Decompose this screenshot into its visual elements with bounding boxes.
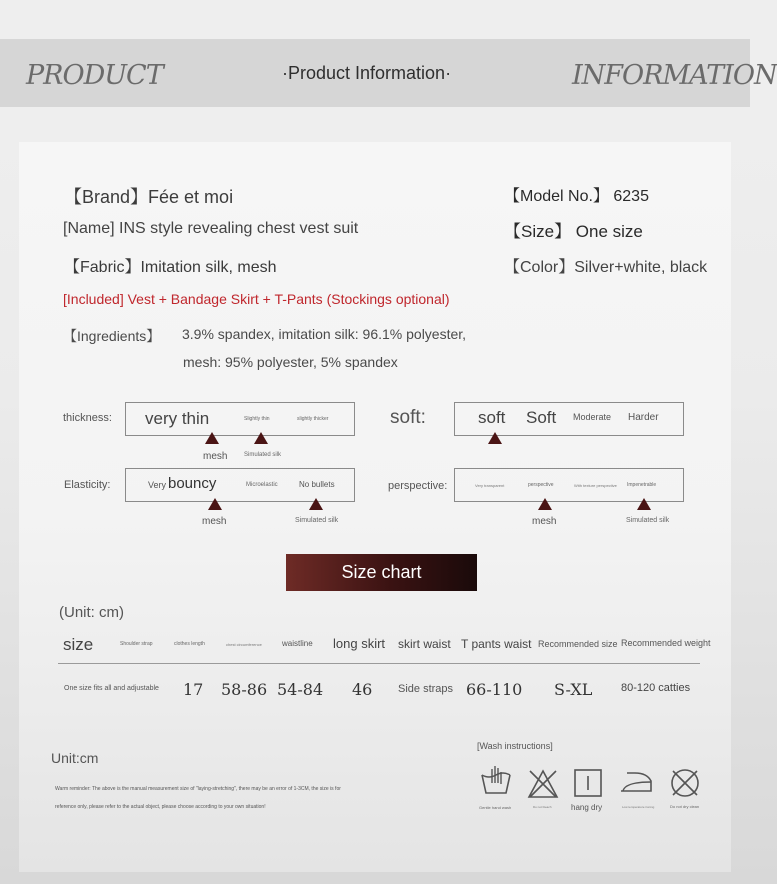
warm-reminder-line-1: Warm reminder: The above is the manual measurement size of "laying-stretching", there may be an error of 1-3CM, the size is for xyxy=(55,786,341,792)
size-chart-cell: One size fits all and adjustable xyxy=(64,685,159,692)
size-chart-header: Shoulder strap xyxy=(120,641,153,647)
elasticity-marker xyxy=(309,498,323,510)
size-chart-header: clothes length xyxy=(174,641,205,647)
wash-label: Do not dry clean xyxy=(670,804,700,809)
size-chart-header: size xyxy=(63,635,94,654)
soft-option: Soft xyxy=(526,408,557,427)
perspective-option: perspective xyxy=(528,482,554,488)
size-chart-cell: Side straps xyxy=(398,683,454,695)
name-text: [Name] INS style revealing chest vest suit xyxy=(63,220,359,237)
wash-label: hang dry xyxy=(571,803,603,812)
header-script-right: INFORMATION xyxy=(572,60,777,91)
size-chart-header: long skirt xyxy=(333,636,386,651)
no-bleach-icon xyxy=(527,768,559,800)
perspective-option: Impenetrable xyxy=(627,482,657,488)
elasticity-marker-label: mesh xyxy=(202,516,227,527)
perspective-option: With texture perspective xyxy=(574,483,617,488)
thickness-label: thickness: xyxy=(63,412,112,424)
size-chart-button[interactable]: Size chart xyxy=(286,554,477,591)
fabric-text: 【Fabric】Imitation silk, mesh xyxy=(64,259,277,276)
page-title: ·Product Information· xyxy=(282,63,452,83)
iron-icon xyxy=(619,769,653,795)
perspective-marker-label: Simulated silk xyxy=(626,517,670,524)
size-chart-cell: 58-86 xyxy=(221,680,268,699)
size-chart-header: chest circumference xyxy=(226,642,262,647)
size-text: 【Size】 One size xyxy=(504,222,643,241)
size-chart-divider xyxy=(58,663,700,664)
perspective-marker-label: mesh xyxy=(532,516,557,527)
header-script-left: PRODUCT xyxy=(26,60,163,91)
size-chart-cell: 80-120 catties xyxy=(621,682,691,694)
no-dry-clean-icon xyxy=(669,767,701,799)
elasticity-marker-label: Simulated silk xyxy=(295,517,339,524)
thickness-option: slightly thicker xyxy=(297,416,329,422)
size-chart-cell: 66-110 xyxy=(466,680,523,699)
perspective-option: Very transparent xyxy=(475,483,505,488)
warm-reminder-line-2: reference only, please refer to the actual object, please choose according to your own situation! xyxy=(55,804,266,810)
thickness-marker-label: Simulated silk xyxy=(244,452,282,458)
thickness-marker-label: mesh xyxy=(203,451,228,462)
soft-label: soft: xyxy=(390,407,426,428)
soft-option: Harder xyxy=(628,412,659,423)
perspective-label: perspective: xyxy=(388,480,448,492)
perspective-marker xyxy=(637,498,651,510)
size-chart-cell: 54-84 xyxy=(277,680,324,699)
thickness-option: very thin xyxy=(145,409,210,428)
ingredients-label: 【Ingredients】 xyxy=(63,328,161,344)
wash-label: Do not bleach xyxy=(533,805,552,809)
elasticity-label: Elasticity: xyxy=(64,479,111,491)
perspective-marker xyxy=(538,498,552,510)
color-text: 【Color】Silver+white, black xyxy=(504,259,708,276)
brand-text: 【Brand】Fée et moi xyxy=(64,187,234,207)
wash-label: Gentle hand wash xyxy=(479,805,512,810)
size-chart-header: T pants waist xyxy=(461,637,532,651)
size-chart-cell: 46 xyxy=(352,680,373,699)
thickness-marker xyxy=(205,432,219,444)
thickness-option: Slightly thin xyxy=(244,416,270,422)
wash-title: [Wash instructions] xyxy=(477,741,553,751)
unit-label: (Unit: cm) xyxy=(59,604,124,621)
hang-dry-icon xyxy=(573,768,603,798)
soft-marker xyxy=(488,432,502,444)
wash-label: Low temperature ironing xyxy=(622,805,655,809)
elasticity-option: No bullets xyxy=(299,480,335,489)
size-chart-cell: 17 xyxy=(183,680,204,699)
ingredients-line-1: 3.9% spandex, imitation silk: 96.1% polyester, xyxy=(182,326,467,342)
elasticity-option: Microelastic xyxy=(246,482,278,488)
footer-unit: Unit:cm xyxy=(51,750,99,766)
size-chart-header: Recommended size xyxy=(538,639,618,649)
elasticity-option-prefix: Very xyxy=(148,480,167,490)
soft-option: Moderate xyxy=(573,412,612,422)
size-chart-header: Recommended weight xyxy=(621,638,711,648)
elasticity-marker xyxy=(208,498,222,510)
size-chart-cell: S-XL xyxy=(554,680,593,699)
info-card xyxy=(19,142,731,872)
soft-option: soft xyxy=(478,408,506,427)
size-chart-header: skirt waist xyxy=(398,637,451,651)
size-chart-header: waistline xyxy=(282,639,313,648)
included-text: [Included] Vest + Bandage Skirt + T-Pants (Stockings optional) xyxy=(63,291,450,307)
elasticity-option: bouncy xyxy=(168,475,217,492)
ingredients-line-2: mesh: 95% polyester, 5% spandex xyxy=(183,354,398,370)
hand-wash-icon xyxy=(479,763,513,797)
model-text: 【Model No.】 6235 xyxy=(504,188,649,205)
thickness-marker xyxy=(254,432,268,444)
